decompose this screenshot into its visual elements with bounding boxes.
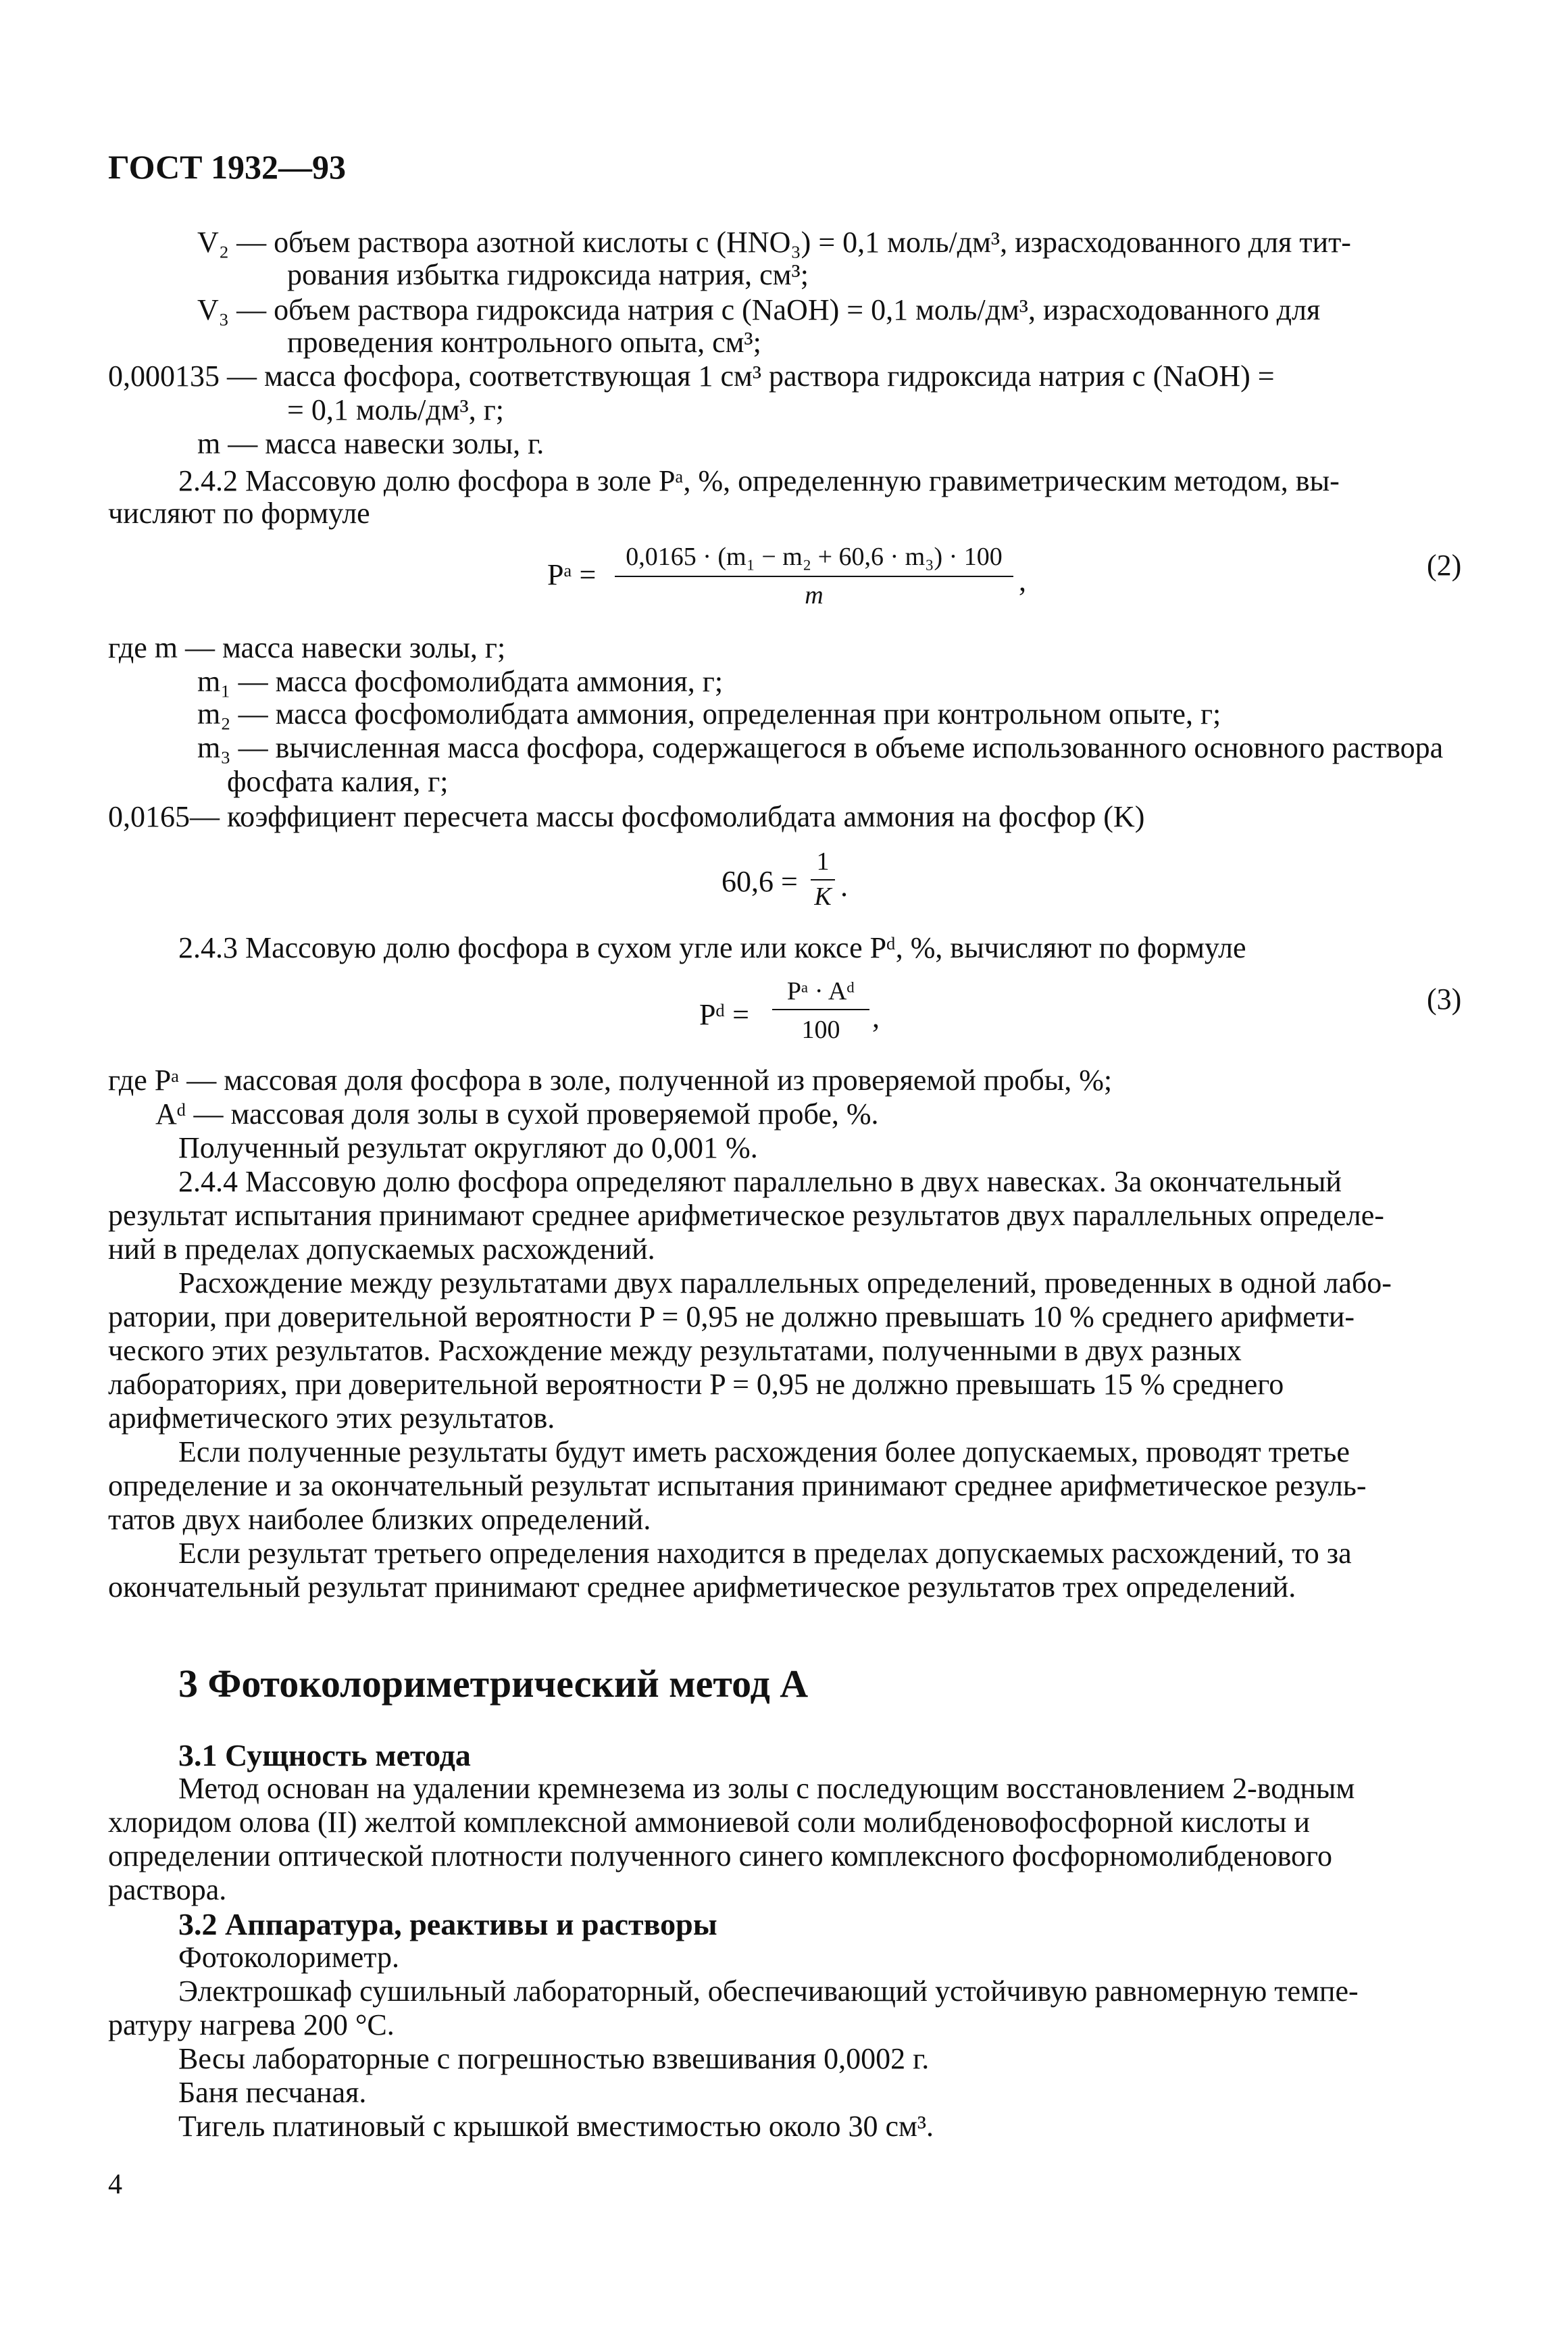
formula-denominator: 100: [801, 1016, 840, 1044]
text-line: 0,000135 — масса фосфора, соответствующая 1 см³ раствора гидроксида натрия c (NaOH) =: [108, 359, 1275, 393]
text-line: 2.4.3 Массовую долю фосфора в сухом угле или коксе Pᵈ, %, вычисляют по формуле: [178, 931, 1246, 964]
text-line: = 0,1 моль/дм³, г;: [287, 393, 505, 426]
text-line: арифметического этих результатов.: [108, 1401, 555, 1435]
text-line: Электрошкаф сушильный лабораторный, обеспечивающий устойчивую равномерную темпе-: [178, 1975, 1359, 2008]
formula-numerator: Pᵃ · Aᵈ: [786, 977, 855, 1005]
text-line: Если полученные результаты будут иметь расхождения более допускаемых, проводят третье: [178, 1435, 1350, 1468]
text-line: Полученный результат округляют до 0,001 %.: [178, 1131, 758, 1164]
text-line: m₁ — масса фосфомолибдата аммония, г;: [197, 665, 724, 698]
text-line: определение и за окончательный результат испытания принимают среднее арифметическое резуль-: [108, 1469, 1367, 1502]
text-line: числяют по формуле: [108, 497, 370, 530]
formula-denominator: m: [805, 581, 824, 610]
formula-number: (2): [1427, 549, 1462, 582]
text-line: результат испытания принимают среднее арифметическое результатов двух параллельных определе-: [108, 1199, 1384, 1232]
formula-numerator: 1: [816, 847, 830, 876]
text-line: m — масса навески золы, г.: [197, 427, 545, 460]
text-line: где m — масса навески золы, г;: [108, 631, 506, 664]
formula-numerator: 0,0165 · (m₁ − m₂ + 60,6 · m₃) · 100: [626, 543, 1003, 571]
text-line: Если результат третьего определения находится в пределах допускаемых расхождений, то за: [178, 1537, 1352, 1570]
formula-punct: .: [840, 870, 848, 903]
formula-denominator: K: [814, 883, 832, 911]
text-line: ний в пределах допускаемых расхождений.: [108, 1233, 655, 1266]
text-line: определении оптической плотности полученного синего комплексного фосфорномолибденового: [108, 1839, 1332, 1872]
text-line: хлоридом олова (II) желтой комплексной аммониевой соли молибденовофосфорной кислоты и: [108, 1806, 1310, 1839]
formula-lhs: Pᵈ =: [699, 998, 749, 1031]
formula-lhs: 60,6 =: [722, 865, 798, 898]
text-line: Баня песчаная.: [178, 2076, 367, 2109]
text-line: ческого этих результатов. Расхождение между результатами, полученными в двух разных: [108, 1334, 1242, 1367]
text-line: V₂ — объем раствора азотной кислоты c (HNO₃) = 0,1 моль/дм³, израсходованного для тит-: [197, 226, 1351, 259]
text-line: Метод основан на удалении кремнезема из золы с последующим восстановлением 2-водным: [178, 1772, 1355, 1805]
text-line: ратории, при доверительной вероятности P = 0,95 не должно превышать 10 % среднего арифмети-: [108, 1300, 1355, 1333]
text-line: рования избытка гидроксида натрия, см³;: [287, 258, 809, 291]
fraction-bar: [772, 1009, 869, 1010]
text-line: Aᵈ — массовая доля золы в сухой проверяемой пробе, %.: [155, 1097, 879, 1131]
page-number: 4: [108, 2169, 122, 2200]
text-line: 0,0165— коэффициент пересчета массы фосфомолибдата аммония на фосфор (K): [108, 800, 1145, 833]
text-line: ратуру нагрева 200 °С.: [108, 2008, 395, 2041]
formula-punct: ,: [1019, 564, 1026, 597]
text-line: m₃ — вычисленная масса фосфора, содержащегося в объеме использованного основного раствора: [197, 731, 1444, 764]
text-line: 2.4.2 Массовую долю фосфора в золе Pᵃ, %, определенную гравиметрическим методом, вы-: [178, 464, 1340, 497]
text-line: Фотоколориметр.: [178, 1941, 400, 1974]
subsection-heading: 3.2 Аппаратура, реактивы и растворы: [178, 1907, 717, 1941]
subsection-heading: 3.1 Сущность метода: [178, 1738, 471, 1772]
formula-lhs: Pᵃ =: [547, 558, 597, 591]
text-line: окончательный результат принимают среднее арифметическое результатов трех определений.: [108, 1570, 1296, 1604]
text-line: 2.4.4 Массовую долю фосфора определяют параллельно в двух навесках. За окончательный: [178, 1165, 1342, 1198]
text-line: Тигель платиновый с крышкой вместимостью около 30 см³.: [178, 2110, 934, 2143]
text-line: лабораториях, при доверительной вероятности P = 0,95 не должно превышать 15 % среднего: [108, 1368, 1284, 1401]
text-line: V₃ — объем раствора гидроксида натрия c (NaOH) = 0,1 моль/дм³, израсходованного для: [197, 293, 1321, 326]
text-line: раствора.: [108, 1873, 227, 1906]
formula-punct: ,: [872, 1001, 880, 1034]
text-line: Весы лабораторные с погрешностью взвешивания 0,0002 г.: [178, 2042, 930, 2075]
section-heading: 3 Фотоколориметрический метод А: [178, 1662, 809, 1706]
text-line: проведения контрольного опыта, см³;: [287, 326, 761, 359]
text-line: Расхождение между результатами двух параллельных определений, проведенных в одной лабо-: [178, 1266, 1392, 1299]
text-line: где Pᵃ — массовая доля фосфора в золе, полученной из проверяемой пробы, %;: [108, 1064, 1113, 1097]
document-header: ГОСТ 1932—93: [108, 148, 347, 186]
fraction-bar: [615, 576, 1013, 577]
text-line: татов двух наиболее близких определений.: [108, 1503, 651, 1536]
formula-number: (3): [1427, 983, 1462, 1016]
text-line: фосфата калия, г;: [227, 765, 449, 798]
text-line: m₂ — масса фосфомолибдата аммония, определенная при контрольном опыте, г;: [197, 697, 1221, 730]
fraction-bar: [811, 879, 835, 880]
